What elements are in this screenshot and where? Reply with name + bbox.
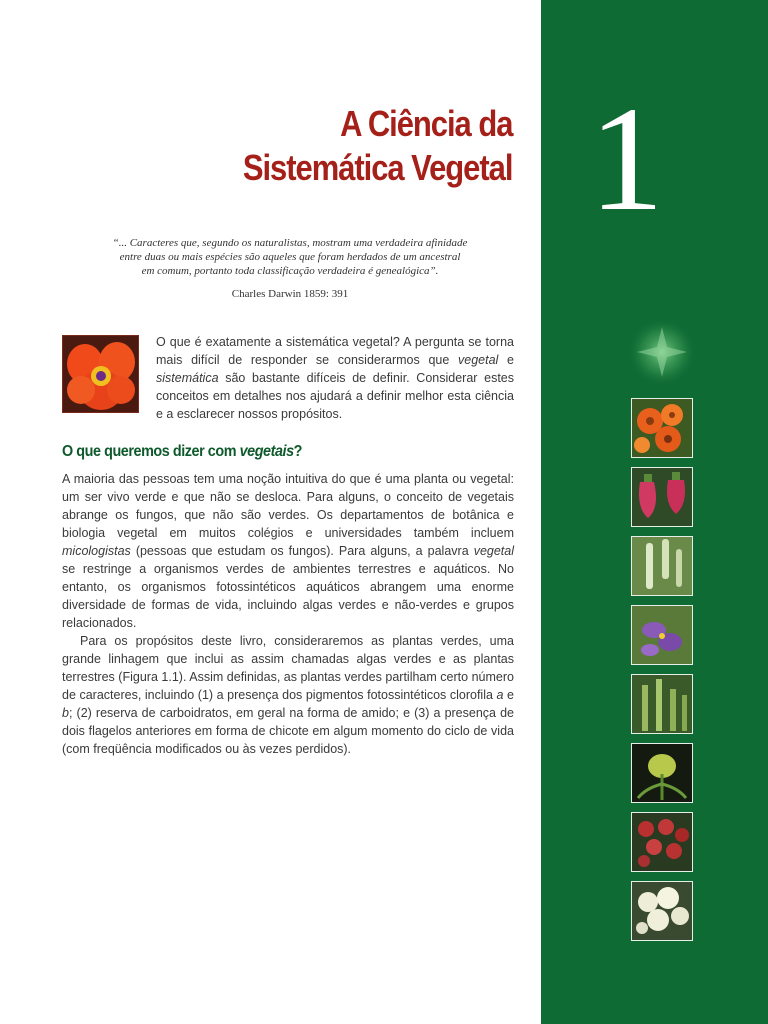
body-paragraph-1 <box>62 470 514 632</box>
body-p1-emphasis-micologistas: micologistas <box>62 544 131 558</box>
body-p1-text-a: A maioria das pessoas tem uma noção intuitiva do que é uma planta ou vegetal: um ser vivo verde e que não se desloca. Para alguns, o conceito de vegetais abrange os fungos, que não são verdes. Os departamentos de botânica e biologia vegetal em muitos colégios e universidades também incluem <box>62 472 514 540</box>
section-heading <box>62 443 302 461</box>
section-heading-text: O que queremos dizer com <box>62 443 240 460</box>
body-p2-emphasis-a: a <box>496 688 504 702</box>
chapter-number: 1 <box>589 76 660 242</box>
glow-ornament <box>627 317 697 387</box>
body-text <box>62 470 514 758</box>
chapter-title <box>242 102 512 190</box>
intro-paragraph <box>156 333 514 423</box>
epigraph-line-2: entre duas ou mais espécies são aqueles que foram herdados de um ancestral <box>119 251 461 263</box>
epigraph-quote <box>100 236 480 278</box>
section-heading-emphasis: vegetais <box>239 443 294 460</box>
section-heading-mark: ? <box>293 443 302 460</box>
intro-emphasis-sistematica: sistemática <box>156 371 219 385</box>
body-p2-text-b: e <box>503 688 514 702</box>
title-line-2: Sistemática Vegetal <box>242 147 512 188</box>
body-p2-emphasis-b: b <box>62 706 69 720</box>
epigraph-line-3: em comum, portanto toda classificação verdadeira é genealógica”. <box>141 265 439 277</box>
orange-flower-photo <box>631 398 693 458</box>
intro-text-c: são bastante difíceis de definir. Considerar estes conceitos em detalhes nos ajudará a definir melhor esta ciência e a esclarecer nossos propósitos. <box>156 371 514 421</box>
intro-text-a: O que é exatamente a sistemática vegetal? A pergunta se torna mais difícil de responder se considerarmos que <box>156 335 514 367</box>
body-p1-text-b: (pessoas que estudam os fungos). Para alguns, a palavra <box>130 544 474 558</box>
green-bud-photo <box>631 743 693 803</box>
pink-bell-flower-photo <box>631 467 693 527</box>
intro-text-b: e <box>498 353 514 367</box>
intro-flower-photo <box>62 335 139 413</box>
epigraph-author: Charles Darwin 1859: 391 <box>231 288 349 300</box>
body-p1-emphasis-vegetal: vegetal <box>473 544 514 558</box>
white-flower-cluster-photo <box>631 881 693 941</box>
body-paragraph-2 <box>62 632 514 758</box>
red-berries-photo <box>631 812 693 872</box>
purple-iris-photo <box>631 605 693 665</box>
body-p1-text-c: se restringe a organismos verdes de ambientes terrestres e aquáticos. No entanto, os organismos fotossintéticos aquáticos abrangem uma enorme diversidade de formas de vida, incluindo algas verdes e não-verdes e grupos relacionados. <box>62 562 514 630</box>
chapter-sidebar <box>541 0 768 1024</box>
title-line-1: A Ciência da <box>339 103 512 144</box>
intro-emphasis-vegetal: vegetal <box>458 353 499 367</box>
green-spike-plant-photo <box>631 536 693 596</box>
body-p2-text-a: Para os propósitos deste livro, consideraremos as plantas verdes, uma grande linhagem que inclui as assim chamadas algas verdes e as plantas terrestres (Figura 1.1). Assim definidas, as plantas verdes partilham certo número de caracteres, incluindo (1) a presença dos pigmentos fotossintéticos clorofila <box>62 634 514 702</box>
epigraph-line-1: “... Caracteres que, segundo os naturalistas, mostram uma verdadeira afinidade <box>112 237 468 249</box>
body-p2-text-c: ; (2) reserva de carboidratos, em geral na forma de amido; e (3) a presença de dois flagelos anteriores em forma de chicote em algum momento do ciclo de vida (com freqüência modificados ou às vezes perdidos). <box>62 706 514 756</box>
clubmoss-photo <box>631 674 693 734</box>
